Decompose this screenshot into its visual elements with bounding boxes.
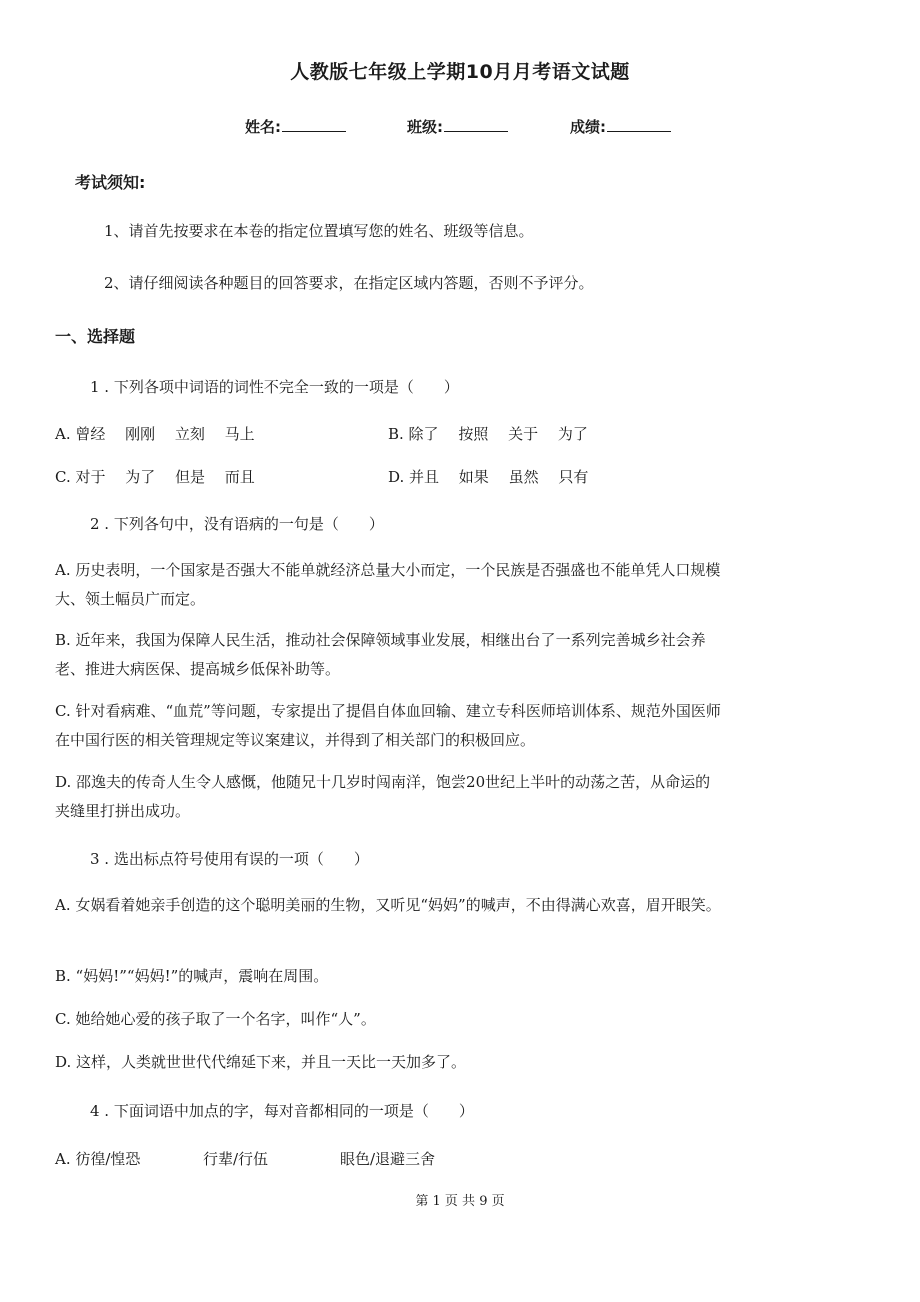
option-b[interactable]: B. “妈妈!”“妈妈!”的喊声，震响在周围。 <box>55 967 329 985</box>
question-stem: 3 . 选出标点符号使用有误的一项（ ） <box>90 850 369 868</box>
option-d[interactable]: D. 邵逸夫的传奇人生令人感慨，他随兄十几岁时闯南洋，饱尝20世纪上半叶的动荡之苦，从命运的夹缝里打拼出成功。 <box>55 773 711 820</box>
option-c[interactable]: C. 她给她心爱的孩子取了一个名字，叫作“人”。 <box>55 1010 376 1028</box>
option-a[interactable]: A. 曾经 刚刚 立刻 马上 <box>55 425 255 443</box>
page-footer: 第 1 页 共 9 页 <box>415 1194 505 1209</box>
option-d[interactable]: D. 这样，人类就世世代代绵延下来，并且一天比一天加多了。 <box>55 1053 467 1071</box>
question-stem: 4 . 下面词语中加点的字，每对音都相同的一项是（ ） <box>90 1102 474 1120</box>
score-label: 成绩: <box>570 118 606 136</box>
option-c[interactable]: C. 针对看病难、“血荒”等问题，专家提出了提倡自体血回输、建立专科医师培训体系、规范外国医师在中国行医的相关管理规定等议案建议，并得到了相关部门的积极回应。 <box>55 702 721 749</box>
page-title: 人教版七年级上学期10月月考语文试题 <box>290 61 630 83</box>
option-b[interactable]: B. 近年来，我国为保障人民生活，推动社会保障领域事业发展，相继出台了一系列完善城乡社会养老、推进大病医保、提高城乡低保补助等。 <box>55 631 706 678</box>
notice-item: 2、请仔细阅读各种题目的回答要求，在指定区域内答题，否则不予评分。 <box>104 274 594 292</box>
notice-item: 1、请首先按要求在本卷的指定位置填写您的姓名、班级等信息。 <box>104 222 534 240</box>
class-blank[interactable] <box>444 117 508 132</box>
option-b[interactable]: B. 除了 按照 关于 为了 <box>388 425 588 443</box>
option-a-part-1: A. 彷徨/惶恐 <box>55 1150 141 1168</box>
class-field[interactable] <box>407 116 508 137</box>
name-blank[interactable] <box>282 117 346 132</box>
option-a[interactable]: A. 女娲看着她亲手创造的这个聪明美丽的生物，又听见“妈妈”的喊声，不由得满心欢喜，眉开眼笑。 <box>55 896 721 914</box>
class-label: 班级: <box>407 118 443 136</box>
option-c[interactable]: C. 对于 为了 但是 而且 <box>55 468 255 486</box>
option-a[interactable] <box>55 1148 140 1169</box>
option-a-part-3: 眼色/退避三舍 <box>340 1150 436 1168</box>
name-field[interactable] <box>245 116 346 137</box>
section-heading: 一、选择题 <box>55 327 136 346</box>
notice-heading: 考试须知: <box>75 173 146 192</box>
score-field[interactable] <box>570 116 671 137</box>
name-label: 姓名: <box>245 118 281 136</box>
score-blank[interactable] <box>607 117 671 132</box>
option-a[interactable]: A. 历史表明，一个国家是否强大不能单就经济总量大小而定，一个民族是否强盛也不能单凭人口规模大、领土幅员广而定。 <box>55 561 721 608</box>
option-a-part-2: 行辈/行伍 <box>203 1150 269 1168</box>
question-stem: 2 . 下列各句中，没有语病的一句是（ ） <box>90 515 384 533</box>
question-stem: 1 . 下列各项中词语的词性不完全一致的一项是（ ） <box>90 378 459 396</box>
option-d[interactable]: D. 并且 如果 虽然 只有 <box>388 468 589 486</box>
